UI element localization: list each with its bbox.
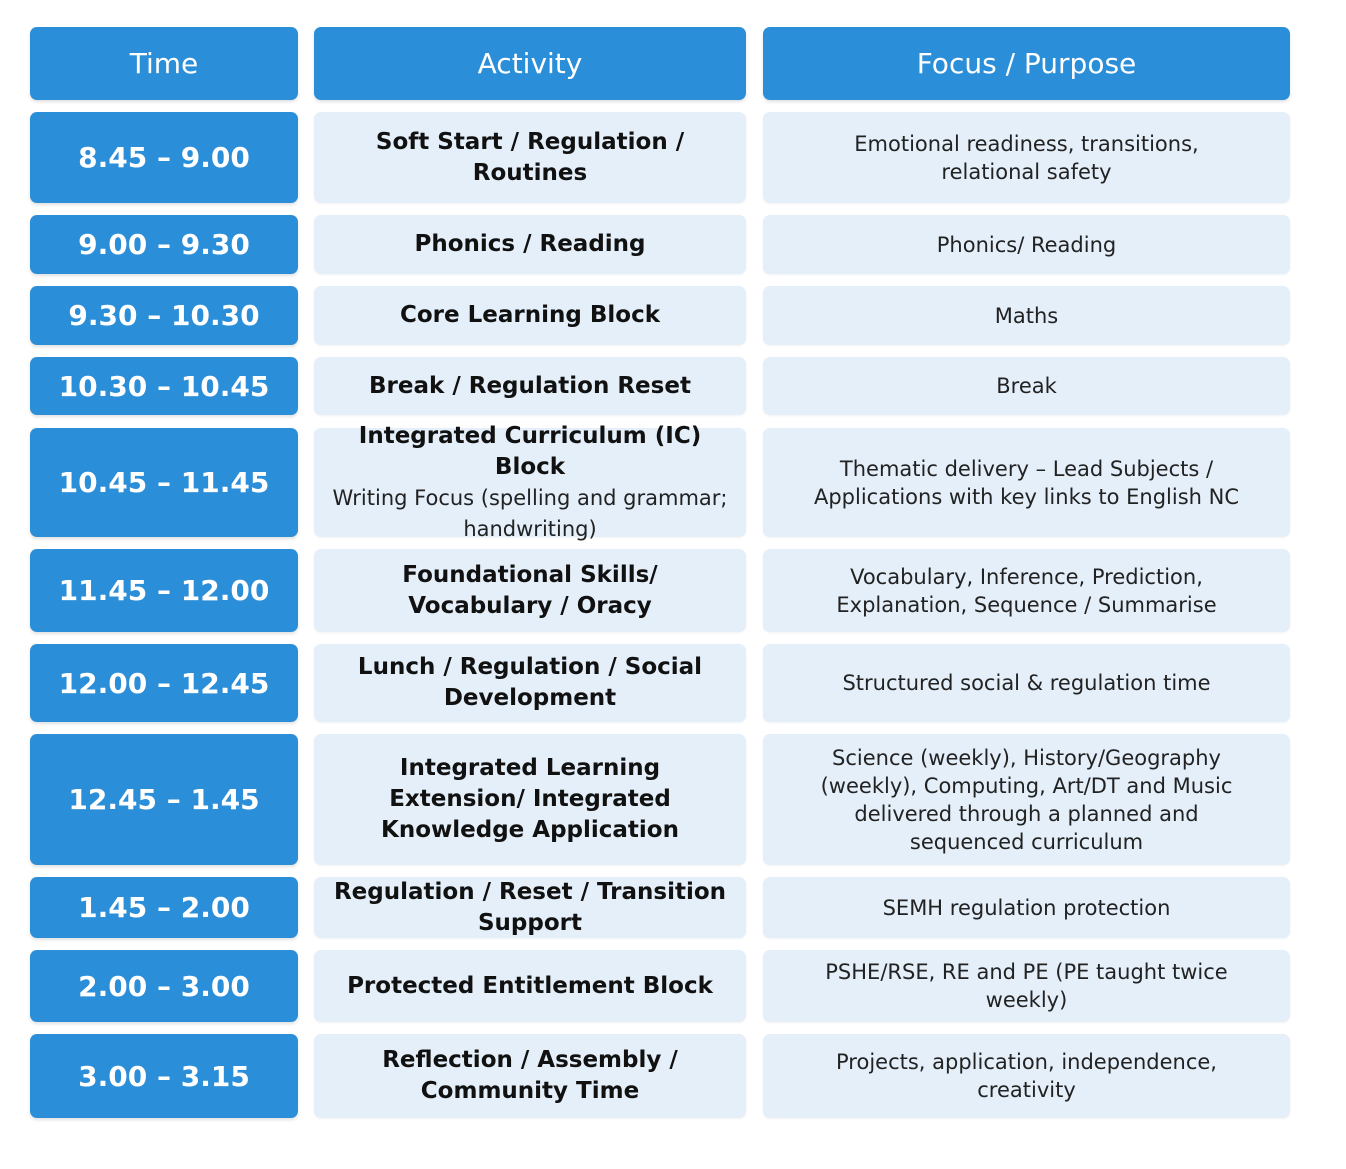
activity-title: Phonics / Reading (414, 231, 646, 257)
row-activity (314, 734, 746, 865)
row-time: 12.00 – 12.45 (30, 644, 298, 722)
row-focus: SEMH regulation protection (763, 877, 1290, 938)
row-activity (314, 877, 746, 938)
row-focus: Emotional readiness, transitions, relational safety (763, 112, 1290, 203)
row-focus: Break (763, 357, 1290, 415)
activity-title: Core Learning Block (400, 302, 660, 328)
row-focus: Maths (763, 286, 1290, 345)
row-time: 10.45 – 11.45 (30, 428, 298, 537)
row-focus: Projects, application, independence, creativity (763, 1034, 1290, 1118)
row-time: 9.30 – 10.30 (30, 286, 298, 345)
header-focus-purpose: Focus / Purpose (763, 27, 1290, 100)
activity-title: Foundational Skills/ Vocabulary / Oracy (402, 561, 658, 619)
activity-title: Integrated Curriculum (IC) Block (358, 422, 702, 480)
row-activity (314, 549, 746, 632)
activity-title: Regulation / Reset / Transition Support (333, 878, 727, 936)
row-focus: Thematic delivery – Lead Subjects / Applications with key links to English NC (763, 428, 1290, 537)
row-time: 3.00 – 3.15 (30, 1034, 298, 1118)
row-time: 12.45 – 1.45 (30, 734, 298, 865)
row-focus: Structured social & regulation time (763, 644, 1290, 722)
activity-title: Reflection / Assembly / Community Time (382, 1047, 678, 1104)
activity-title: Soft Start / Regulation / Routines (375, 128, 685, 186)
activity-title: Protected Entitlement Block (347, 972, 713, 999)
header-activity: Activity (314, 27, 746, 100)
row-activity (314, 215, 746, 274)
row-focus: PSHE/RSE, RE and PE (PE taught twice weekly) (763, 950, 1290, 1022)
row-time: 8.45 – 9.00 (30, 112, 298, 203)
row-focus: Phonics/ Reading (763, 215, 1290, 274)
row-time: 1.45 – 2.00 (30, 877, 298, 938)
activity-detail: Writing Focus (spelling and grammar; handwriting) (332, 485, 728, 541)
row-time: 2.00 – 3.00 (30, 950, 298, 1022)
row-focus: Science (weekly), History/Geography (weekly), Computing, Art/DT and Music delivered through a planned and sequenced curriculum (763, 734, 1290, 865)
activity-title: Break / Regulation Reset (369, 372, 691, 399)
activity-title: Lunch / Regulation / Social Development (357, 654, 703, 711)
row-time: 9.00 – 9.30 (30, 215, 298, 274)
row-activity (314, 112, 746, 203)
row-activity (314, 422, 746, 541)
row-activity (314, 286, 746, 345)
row-activity (314, 950, 746, 1022)
row-activity (314, 357, 746, 415)
row-activity (314, 644, 746, 722)
row-time: 11.45 – 12.00 (30, 549, 298, 632)
row-time: 10.30 – 10.45 (30, 357, 298, 415)
row-activity (314, 1034, 746, 1118)
activity-title: Integrated Learning Extension/ Integrated Knowledge Application (381, 755, 679, 843)
row-focus: Vocabulary, Inference, Prediction, Explanation, Sequence / Summarise (763, 549, 1290, 632)
header-time: Time (30, 27, 298, 100)
